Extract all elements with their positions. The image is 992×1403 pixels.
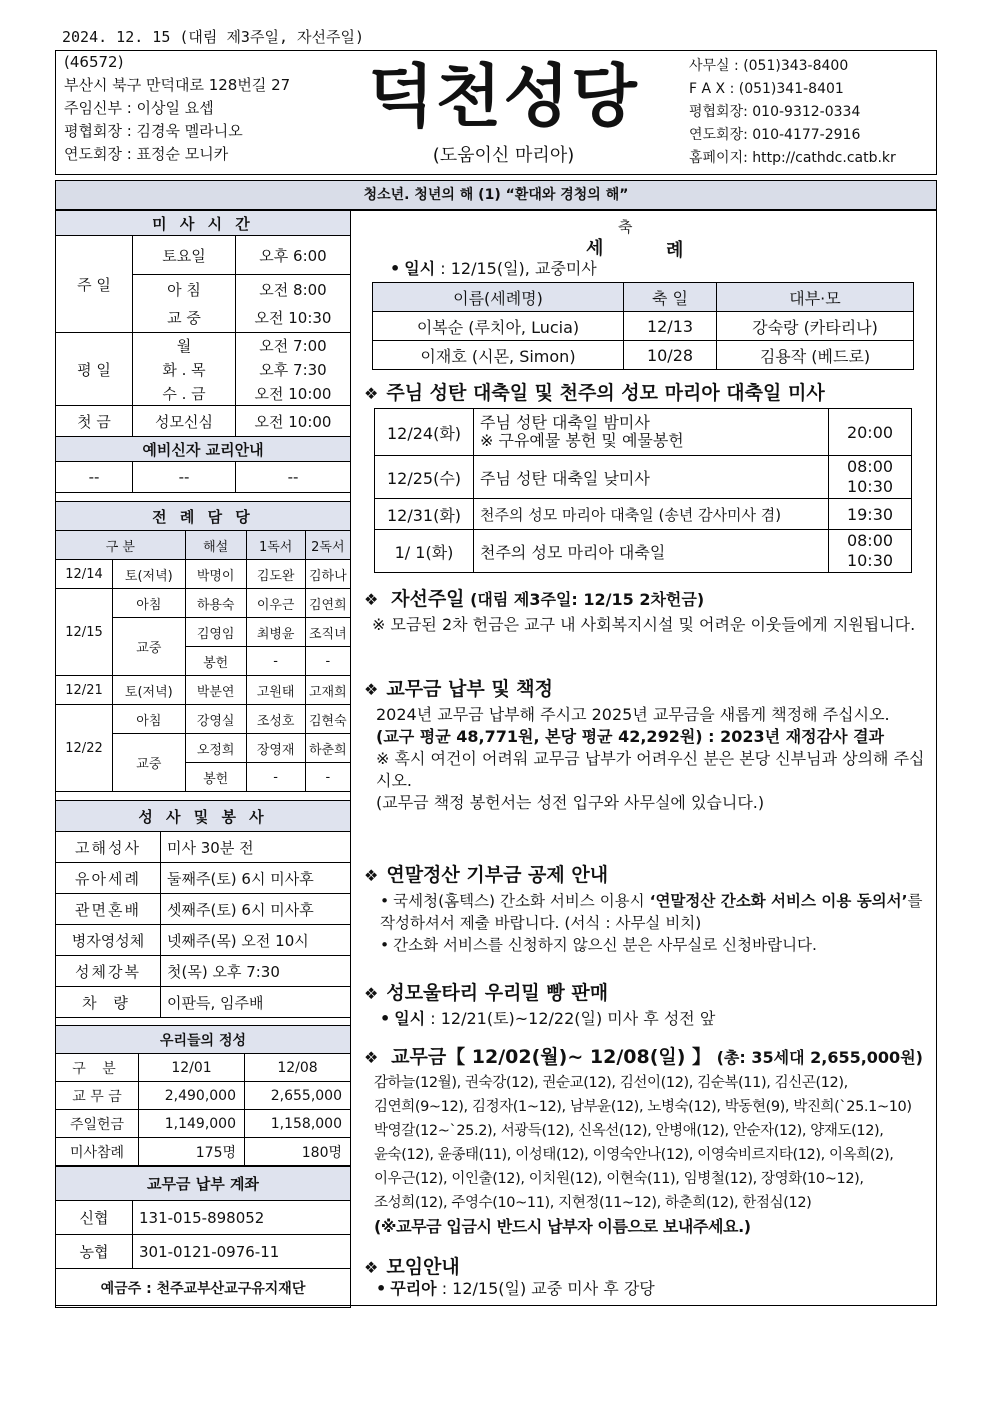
catechumen-cell: -- — [236, 462, 351, 493]
liturgy-duty-table — [55, 501, 351, 792]
christmas-time: 10:30 — [846, 477, 894, 496]
christmas-desc: 천주의 성모 마리아 대축일 — [474, 530, 829, 573]
dues-list-title: 교무금【 12/02(월)~ 12/08(일) 】 — [391, 1046, 712, 1068]
duty-cell: 최병윤 — [246, 618, 305, 647]
weekday-label: 평 일 — [56, 333, 133, 406]
service-label: 관면혼배 — [56, 894, 161, 925]
duty-cell: 박분연 — [185, 676, 246, 705]
mass-times-table — [55, 210, 351, 493]
christmas-title: ❖ 주님 성탄 대축일 및 천주의 성모 마리아 대축일 미사 — [364, 378, 825, 405]
service-label: 유아세례 — [56, 863, 161, 894]
list-item: 조성희(12), 주영수(10~11), 지현정(11~12), 하춘희(12), 한점심(12) — [374, 1195, 812, 1211]
list-item: 박영갈(12~`25.2), 서광득(12), 신옥선(12), 안병애(12), 안순자(12), 양재도(12), — [374, 1123, 884, 1139]
mass-time: 오전 10:00 — [236, 406, 351, 437]
fax: F A X : (051)341-8401 — [689, 81, 844, 97]
tax-item — [380, 890, 926, 934]
pastor: 주임신부 : 이상일 요셉 — [64, 99, 214, 117]
christmas-desc: 주님 성탄 대축일 낮미사 — [474, 456, 829, 499]
mass-day: 월 — [133, 333, 236, 358]
sunday-label: 주 일 — [56, 236, 133, 333]
offerings-title: 우리들의 정성 — [56, 1026, 351, 1054]
offering-label: 주일헌금 — [56, 1110, 139, 1138]
council-chair: 평협회장 : 김경욱 멜라니오 — [64, 122, 243, 140]
sacraments-title: 성 사 및 봉 사 — [56, 801, 351, 832]
celebration-mark: 축 — [618, 218, 633, 236]
duty-mass: 아침 — [113, 589, 186, 618]
christmas-date: 1/ 1(화) — [375, 530, 474, 573]
parish-name: 덕천성당 — [368, 58, 639, 137]
offering-value: 1,149,000 — [139, 1110, 245, 1138]
bank-name: 농협 — [56, 1235, 133, 1269]
postcode: (46572) — [64, 53, 124, 71]
christmas-time: 10:30 — [846, 551, 894, 570]
duty-date: 12/15 — [56, 589, 113, 676]
duty-cell: 김도완 — [246, 560, 305, 589]
senior-phone: 연도회장: 010-4177-2916 — [689, 127, 861, 143]
duty-cell: 이우근 — [246, 589, 305, 618]
baptism-date-text: : 12/15(일), 교중미사 — [435, 259, 597, 278]
dues-name-list — [374, 1071, 932, 1239]
duty-mass: 토(저녁) — [113, 676, 186, 705]
mass-day: 교 중 — [133, 304, 236, 333]
christmas-desc: 주님 성탄 대축일 밤미사 — [480, 413, 650, 432]
duty-date: 12/21 — [56, 676, 113, 705]
offering-value: 2,490,000 — [139, 1082, 245, 1110]
mass-day: 성모신심 — [133, 406, 236, 437]
bread-title: ❖ 성모울타리 우리밀 빵 판매 — [364, 978, 608, 1005]
offering-value: 2,655,000 — [245, 1082, 351, 1110]
duty-header: 2독서 — [305, 531, 350, 560]
duty-cell: 김영임 — [185, 618, 246, 647]
meeting-info — [376, 1278, 655, 1300]
table-row — [56, 705, 351, 734]
tax-text: 국세청(홈텍스) 간소화 서비스 이용시 — [393, 892, 650, 910]
table-row — [56, 589, 351, 618]
christmas-time: 08:00 — [846, 531, 894, 550]
charity-subtitle: (대림 제3주일: 12/15 2차헌금) — [464, 590, 705, 609]
baptism-name: 이복순 (루치아, Lucia) — [373, 312, 624, 341]
dues-line: ※ 혹시 여건이 어려워 교무금 납부가 어려우신 분은 본당 신부님과 상의해 주십시오. — [376, 749, 925, 790]
duty-date: 12/22 — [56, 705, 113, 792]
offering-value: 1,158,000 — [245, 1110, 351, 1138]
mass-time: 오전 7:00 — [236, 333, 351, 358]
duty-cell: - — [305, 763, 350, 792]
baptism-title-left: 세 — [586, 238, 604, 259]
service-label: 병자영성체 — [56, 925, 161, 956]
service-value: 넷째주(목) 오전 10시 — [161, 925, 351, 956]
masthead — [55, 50, 937, 175]
table-row — [56, 560, 351, 589]
charity-title: 자선주일 — [391, 588, 465, 610]
accounts-table — [55, 1166, 351, 1308]
duty-mass: 교중 — [113, 618, 186, 676]
baptism-sponsor: 김용작 (베드로) — [717, 341, 914, 370]
list-item: 김연희(9~12), 김정자(1~12), 남부윤(12), 노병숙(12), 박동현(9), 박진희(`25.1~10) — [374, 1099, 912, 1115]
christmas-date: 12/24(화) — [375, 409, 474, 456]
date-line: 2024. 12. 15 (대림 제3주일, 자선주일) — [62, 28, 364, 46]
baptism-date-label: • 일시 — [390, 259, 435, 278]
christmas-note: ※ 구유예물 봉헌 및 예물봉헌 — [480, 431, 684, 450]
mass-time: 오후 7:30 — [236, 357, 351, 381]
tax-title: ❖ 연말정산 기부금 공제 안내 — [364, 860, 608, 887]
christmas-time: 20:00 — [829, 409, 912, 456]
duty-cell: - — [246, 647, 305, 676]
duty-cell: 하용숙 — [185, 589, 246, 618]
catechumen-title: 예비신자 교리안내 — [56, 437, 351, 462]
duty-cell: 조직녀 — [305, 618, 350, 647]
mass-time: 오전 10:30 — [236, 304, 351, 333]
mass-times-title: 미 사 시 간 — [56, 211, 351, 236]
office-phone: 사무실 : (051)343-8400 — [689, 58, 849, 74]
account-holder: 예금주 : 천주교부산교구유지재단 — [56, 1269, 351, 1308]
duty-cell: 하춘희 — [305, 734, 350, 763]
theme-banner: 청소년. 청년의 해 (1) “환대와 경청의 해” — [55, 180, 937, 210]
christmas-table — [374, 408, 912, 573]
charity-text: ※ 모금된 2차 헌금은 교구 내 사회복지시설 및 어려운 이웃들에게 지원됩니다. — [372, 615, 916, 634]
service-value: 둘째주(토) 6시 미사후 — [161, 863, 351, 894]
mass-day: 수 . 금 — [133, 381, 236, 406]
baptism-name: 이재호 (시몬, Simon) — [373, 341, 624, 370]
duty-mass: 봉헌 — [185, 647, 246, 676]
meeting-title: ❖ 모임안내 — [364, 1252, 460, 1279]
service-value: 첫(목) 오후 7:30 — [161, 956, 351, 987]
christmas-date: 12/25(수) — [375, 456, 474, 499]
offering-value: 180명 — [245, 1138, 351, 1166]
baptism-table — [372, 282, 914, 370]
tax-item: • 간소화 서비스를 신청하지 않으신 분은 사무실로 신청바랍니다. — [380, 934, 926, 956]
duty-mass: 아침 — [113, 705, 186, 734]
meeting-text: : 12/15(일) 교중 미사 후 강당 — [436, 1279, 655, 1298]
offerings-table — [55, 1025, 351, 1166]
duty-header: 1독서 — [246, 531, 305, 560]
baptism-title-right: 례 — [666, 240, 684, 261]
mass-time: 오전 10:00 — [236, 381, 351, 406]
offering-label: 교 무 금 — [56, 1082, 139, 1110]
duty-cell: 조성호 — [246, 705, 305, 734]
duty-cell: 장영재 — [246, 734, 305, 763]
christmas-date: 12/31(화) — [375, 499, 474, 530]
duty-cell: 김연희 — [305, 589, 350, 618]
accounts-title: 교무금 납부 계좌 — [56, 1167, 351, 1201]
duty-cell: 강영실 — [185, 705, 246, 734]
duty-header: 해설 — [185, 531, 246, 560]
duty-header: 구 분 — [56, 531, 186, 560]
baptism-feast: 12/13 — [624, 312, 717, 341]
service-label: 고해성사 — [56, 832, 161, 863]
duty-cell: 김하나 — [305, 560, 350, 589]
mass-time: 오전 8:00 — [236, 275, 351, 304]
service-value: 이판득, 임주배 — [161, 987, 351, 1018]
mass-day: 아 침 — [133, 275, 236, 304]
duty-mass: 토(저녁) — [113, 560, 186, 589]
service-value: 미사 30분 전 — [161, 832, 351, 863]
baptism-date — [390, 258, 597, 280]
baptism-header: 대부·모 — [717, 283, 914, 312]
dues-title: ❖ 교무금 납부 및 책정 — [364, 674, 553, 701]
charity-heading — [364, 584, 704, 611]
dues-line: 2024년 교무금 납부해 주시고 2025년 교무금을 새롭게 책정해 주십시오. — [376, 705, 890, 724]
service-label: 차 량 — [56, 987, 161, 1018]
christmas-desc: 천주의 성모 마리아 대축일 (송년 감사미사 겸) — [474, 499, 829, 530]
offering-header: 구 분 — [56, 1054, 139, 1082]
liturgy-duty-title: 전 례 담 당 — [56, 502, 351, 531]
dues-section — [376, 704, 926, 814]
mass-day: 화 . 목 — [133, 357, 236, 381]
list-item: 이우근(12), 이인출(12), 이치원(12), 이현숙(11), 임병철(12), 장영화(10~12), — [374, 1171, 864, 1187]
baptism-header: 축 일 — [624, 283, 717, 312]
bread-label: • 일시 — [380, 1009, 425, 1028]
service-label: 성체강복 — [56, 956, 161, 987]
account-number: 131-015-898052 — [133, 1201, 351, 1235]
list-item: 윤숙(12), 윤종태(11), 이성태(12), 이영숙안나(12), 이영숙비르지타(12), 이옥희(2), — [374, 1147, 894, 1163]
dues-list-heading — [364, 1042, 923, 1069]
duty-mass: 교중 — [113, 734, 186, 792]
bread-text: : 12/21(토)~12/22(일) 미사 후 성전 앞 — [425, 1009, 716, 1028]
tax-text: 를 작성하셔서 제출 바랍니다. (서식 : 사무실 비치) — [380, 892, 923, 932]
parish-info — [64, 51, 290, 166]
table-row — [56, 676, 351, 705]
duty-cell: 고재희 — [305, 676, 350, 705]
dues-list-total: (총: 35세대 2,655,000원) — [711, 1048, 923, 1067]
offering-label: 미사참례 — [56, 1138, 139, 1166]
christmas-time: 08:00 — [846, 457, 894, 476]
catechumen-cell: -- — [133, 462, 236, 493]
homepage[interactable]: 홈페이지: http://cathdc.catb.kr — [689, 150, 896, 166]
bank-name: 신협 — [56, 1201, 133, 1235]
baptism-header: 이름(세례명) — [373, 283, 624, 312]
first-friday-label: 첫 금 — [56, 406, 133, 437]
duty-mass: 봉헌 — [185, 763, 246, 792]
duty-cell: 박명이 — [185, 560, 246, 589]
offering-header: 12/01 — [139, 1054, 245, 1082]
service-value: 셋째주(토) 6시 미사후 — [161, 894, 351, 925]
offering-header: 12/08 — [245, 1054, 351, 1082]
duty-cell: 오정희 — [185, 734, 246, 763]
duty-date: 12/14 — [56, 560, 113, 589]
baptism-feast: 10/28 — [624, 341, 717, 370]
list-item: 감하늘(12월), 권숙강(12), 권순교(12), 김선이(12), 김순복(11), 김신곤(12), — [374, 1075, 848, 1091]
senior-chair: 연도회장 : 표정순 모니카 — [64, 145, 229, 163]
mass-time: 오후 6:00 — [236, 236, 351, 275]
dues-line: (교무금 책정 봉헌서는 성전 입구와 사무실에 있습니다.) — [376, 793, 765, 812]
duty-cell: - — [246, 763, 305, 792]
sacraments-table — [55, 800, 351, 1018]
contact-info — [689, 55, 896, 170]
address: 부산시 북구 만덕대로 128번길 27 — [64, 76, 291, 94]
christmas-time: 19:30 — [829, 499, 912, 530]
catechumen-cell: -- — [56, 462, 133, 493]
patron: (도움이신 마리아) — [432, 145, 575, 166]
baptism-sponsor: 강숙랑 (카타리나) — [717, 312, 914, 341]
meeting-label: • 꾸리아 — [376, 1279, 437, 1298]
tax-section — [380, 890, 926, 956]
tax-form-name: ‘연말정산 간소화 서비스 이용 동의서’ — [649, 892, 908, 910]
mass-day: 토요일 — [133, 236, 236, 275]
account-number: 301-0121-0976-11 — [133, 1235, 351, 1269]
duty-cell: 고원태 — [246, 676, 305, 705]
duty-cell: 김현숙 — [305, 705, 350, 734]
bread-info — [380, 1008, 715, 1030]
council-phone: 평협회장: 010-9312-0334 — [689, 104, 861, 120]
dues-note: (※교무금 입금시 반드시 납부자 이름으로 보내주세요.) — [374, 1217, 751, 1236]
offering-value: 175명 — [139, 1138, 245, 1166]
dues-average: (교구 평균 48,771원, 본당 평균 42,292원) : 2023년 재정감사 결과 — [376, 727, 885, 746]
duty-cell: - — [305, 647, 350, 676]
